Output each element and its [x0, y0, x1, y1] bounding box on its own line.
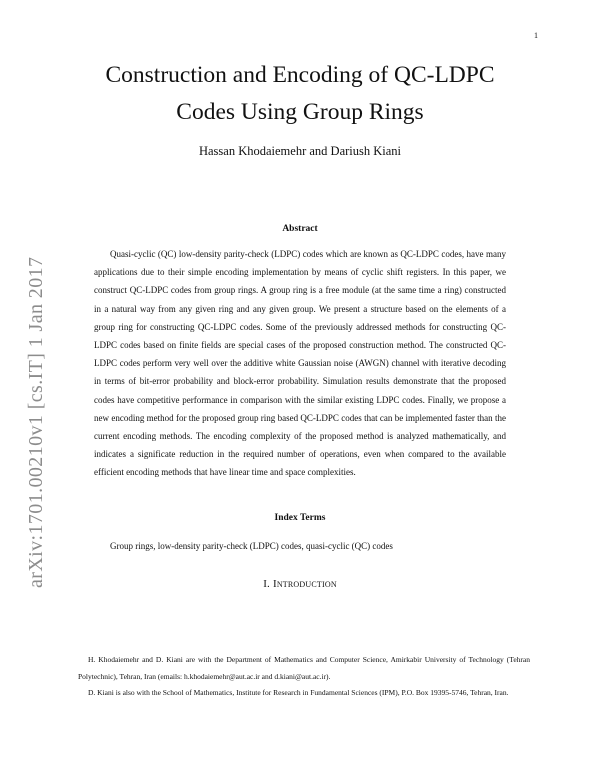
- footnotes: [78, 652, 530, 702]
- title-line-2: Codes Using Group Rings: [176, 99, 424, 125]
- footnote-affiliation: H. Khodaiemehr and D. Kiani are with the Department of Mathematics and Computer Science, Amirkabir University of Technology (Tehran Polytechnic), Tehran, Iran (emails: h.khodaiemehr@aut.ac.ir and d.kiani@aut.ac.ir).: [78, 655, 530, 681]
- author-list: Hassan Khodaiemehr and Dariush Kiani: [198, 144, 402, 158]
- section-numeral: I.: [263, 578, 271, 590]
- abstract-text: Quasi-cyclic (QC) low-density parity-check (LDPC) codes which are known as QC-LDPC codes, have many applications due to their simple encoding implementation by means of cyclic shift registers. In this paper, we construct QC-LDPC codes from group rings. A group ring is a free module (at the same time a ring) constructed in a natural way from any given ring and any given group. We present a structure based on the elements of a group ring for constructing QC-LDPC codes. Some of the previously addressed methods for constructing QC-LDPC codes based on finite fields are special cases of the proposed construction method. The constructed QC-LDPC codes perform very well over the additive white Gaussian noise (AWGN) channel with iterative decoding in terms of bit-error probability and block-error probability. Simulation results demonstrate that the proposed codes have competitive performance in comparison with the similar existing LDPC codes. Finally, we propose a new encoding method for the proposed group ring based QC-LDPC codes that can be implemented faster than the current encoding methods. The encoding complexity of the proposed method is analyzed mathematically, and indicates a significate reduction in the required number of operations, even when compared to the available efficient encoding methods that have linear time and space complexities.: [94, 249, 506, 478]
- section-heading-introduction: [60, 578, 540, 590]
- abstract-heading: Abstract: [282, 224, 318, 234]
- index-terms-text: Group rings, low-density parity-check (LDPC) codes, quasi-cyclic (QC) codes: [110, 541, 393, 551]
- section-title: Introduction: [272, 578, 337, 590]
- index-terms-heading: Index Terms: [274, 513, 326, 523]
- arxiv-identifier-stamp: arXiv:1701.00210v1 [cs.IT] 1 Jan 2017: [25, 256, 47, 588]
- footnote-ipm: D. Kiani is also with the School of Mathematics, Institute for Research in Fundamental Sciences (IPM), P.O. Box 19395-5746, Tehran, Iran.: [88, 688, 509, 697]
- page-number: 1: [534, 31, 538, 40]
- paper-title: [60, 57, 540, 131]
- title-line-1: Construction and Encoding of QC-LDPC: [105, 62, 495, 88]
